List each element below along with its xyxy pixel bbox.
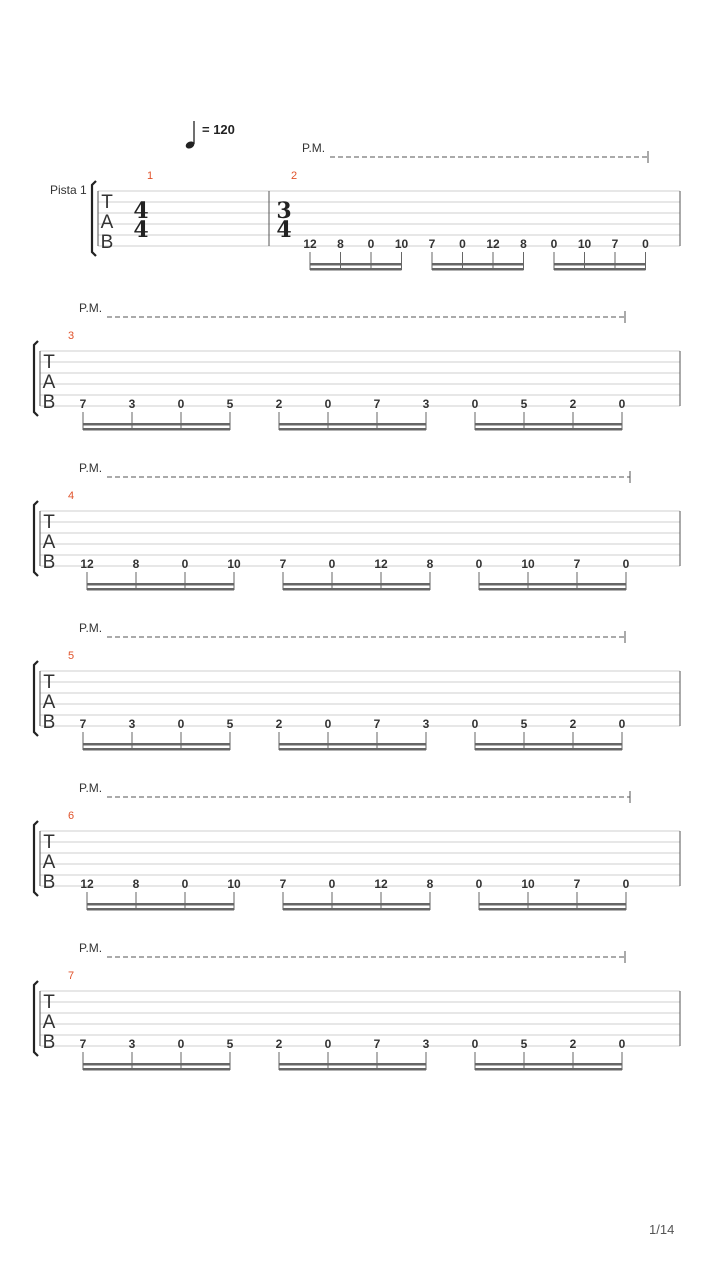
measure-number: 4 — [67, 490, 75, 502]
fret-number: 2 — [569, 717, 577, 731]
time-signature-bottom: 4 — [133, 217, 149, 243]
fret-number: 12 — [80, 877, 94, 891]
tab-clef-letter: T — [101, 192, 113, 213]
beam-primary — [279, 1063, 426, 1066]
fret-number: 0 — [328, 557, 336, 571]
fret-number: 0 — [324, 397, 332, 411]
fret-number: 0 — [459, 237, 466, 251]
fret-number: 8 — [337, 237, 344, 251]
fret-number: 5 — [520, 1037, 528, 1051]
beam-secondary — [432, 268, 524, 271]
beam-secondary — [479, 588, 626, 591]
tempo-marking: = 120 — [202, 122, 235, 137]
fret-number: 10 — [521, 877, 535, 891]
beam-primary — [83, 743, 230, 746]
beam-secondary — [475, 1068, 622, 1071]
fret-number: 8 — [132, 877, 140, 891]
fret-number: 3 — [422, 717, 430, 731]
fret-number: 0 — [181, 557, 189, 571]
tab-clef-letter: B — [42, 392, 56, 413]
beam-secondary — [83, 1068, 230, 1071]
fret-number: 12 — [486, 237, 500, 251]
beam-secondary — [83, 748, 230, 751]
beam-secondary — [87, 908, 234, 911]
beam-secondary — [283, 908, 430, 911]
tab-clef-letter: B — [42, 872, 56, 893]
beam-secondary — [310, 268, 402, 271]
system-bracket — [34, 661, 38, 736]
fret-number: 0 — [177, 717, 185, 731]
beam-secondary — [479, 908, 626, 911]
fret-number: 5 — [226, 397, 234, 411]
measure-number: 6 — [67, 810, 75, 822]
beam-secondary — [279, 1068, 426, 1071]
fret-number: 0 — [177, 397, 185, 411]
beam-secondary — [87, 588, 234, 591]
beam-primary — [283, 903, 430, 906]
tab-clef-letter: B — [42, 712, 56, 733]
beam-primary — [479, 903, 626, 906]
fret-number: 3 — [128, 1037, 136, 1051]
time-signature-bottom: 4 — [276, 217, 292, 243]
tab-clef-letter: A — [42, 852, 56, 873]
fret-number: 5 — [520, 717, 528, 731]
fret-number: 0 — [475, 557, 483, 571]
palm-mute-label: P.M. — [79, 461, 103, 475]
tab-clef-letter: T — [43, 352, 55, 373]
beam-primary — [432, 263, 524, 266]
fret-number: 8 — [426, 877, 434, 891]
fret-number: 10 — [577, 237, 592, 251]
fret-number: 5 — [226, 1037, 234, 1051]
fret-number: 3 — [128, 397, 136, 411]
fret-number: 10 — [394, 237, 409, 251]
measure-number: 7 — [67, 970, 75, 982]
tab-clef-letter: T — [43, 832, 55, 853]
fret-number: 12 — [374, 877, 388, 891]
system-bracket — [34, 501, 38, 576]
track-name: Pista 1 — [50, 183, 87, 197]
tab-clef-letter: T — [43, 512, 55, 533]
fret-number: 7 — [373, 397, 381, 411]
beam-secondary — [279, 748, 426, 751]
fret-number: 0 — [475, 877, 483, 891]
tab-clef-letter: A — [42, 532, 56, 553]
fret-number: 7 — [79, 1037, 87, 1051]
fret-number: 5 — [226, 717, 234, 731]
fret-number: 2 — [569, 1037, 577, 1051]
fret-number: 12 — [303, 237, 317, 251]
beam-primary — [310, 263, 402, 266]
palm-mute-label: P.M. — [79, 301, 103, 315]
palm-mute-label: P.M. — [79, 941, 103, 955]
fret-number: 3 — [128, 717, 136, 731]
fret-number: 0 — [550, 237, 558, 251]
beam-primary — [554, 263, 646, 266]
fret-number: 0 — [471, 717, 479, 731]
fret-number: 0 — [618, 1037, 626, 1051]
system-bracket — [92, 181, 96, 256]
palm-mute-label: P.M. — [302, 141, 326, 155]
beam-primary — [87, 903, 234, 906]
beam-primary — [87, 583, 234, 586]
fret-number: 10 — [227, 877, 241, 891]
beam-secondary — [279, 428, 426, 431]
fret-number: 7 — [573, 877, 581, 891]
fret-number: 5 — [520, 397, 528, 411]
fret-number: 7 — [279, 877, 287, 891]
fret-number: 0 — [328, 877, 336, 891]
measure-number: 5 — [67, 650, 75, 662]
fret-number: 12 — [374, 557, 388, 571]
beam-secondary — [475, 428, 622, 431]
fret-number: 0 — [622, 557, 630, 571]
fret-number: 8 — [132, 557, 140, 571]
fret-number: 7 — [79, 397, 87, 411]
fret-number: 10 — [521, 557, 535, 571]
fret-number: 2 — [569, 397, 577, 411]
beam-secondary — [475, 748, 622, 751]
fret-number: 10 — [227, 557, 241, 571]
system-bracket — [34, 981, 38, 1056]
fret-number: 8 — [426, 557, 434, 571]
fret-number: 0 — [642, 237, 649, 251]
fret-number: 8 — [520, 237, 527, 251]
fret-number: 0 — [622, 877, 630, 891]
beam-primary — [83, 423, 230, 426]
tab-clef-letter: B — [42, 552, 56, 573]
fret-number: 7 — [573, 557, 581, 571]
palm-mute-label: P.M. — [79, 781, 103, 795]
measure-number: 2 — [290, 170, 298, 182]
tab-clef-letter: A — [42, 1012, 56, 1033]
beam-primary — [475, 423, 622, 426]
fret-number: 7 — [428, 237, 436, 251]
fret-number: 0 — [471, 397, 479, 411]
measure-number: 3 — [67, 330, 75, 342]
fret-number: 7 — [611, 237, 619, 251]
beam-secondary — [283, 588, 430, 591]
fret-number: 3 — [422, 397, 430, 411]
fret-number: 7 — [373, 1037, 381, 1051]
system-bracket — [34, 821, 38, 896]
beam-primary — [283, 583, 430, 586]
tab-clef-letter: A — [42, 692, 56, 713]
fret-number: 0 — [177, 1037, 185, 1051]
beam-primary — [83, 1063, 230, 1066]
fret-number: 0 — [181, 877, 189, 891]
tab-clef-letter: T — [43, 992, 55, 1013]
beam-secondary — [83, 428, 230, 431]
beam-primary — [475, 743, 622, 746]
fret-number: 2 — [275, 397, 283, 411]
measure-number: 1 — [146, 170, 154, 182]
fret-number: 7 — [79, 717, 87, 731]
tab-clef-letter: B — [100, 232, 114, 253]
time-signature-top: 3 — [276, 198, 292, 224]
fret-number: 0 — [618, 397, 626, 411]
tab-clef-letter: T — [43, 672, 55, 693]
system-bracket — [34, 341, 38, 416]
palm-mute-label: P.M. — [79, 621, 103, 635]
page-number: 1/14 — [649, 1222, 675, 1237]
fret-number: 0 — [324, 717, 332, 731]
beam-secondary — [554, 268, 646, 271]
tab-clef-letter: A — [100, 212, 114, 233]
fret-number: 0 — [324, 1037, 332, 1051]
fret-number: 2 — [275, 717, 283, 731]
beam-primary — [479, 583, 626, 586]
tab-clef-letter: A — [42, 372, 56, 393]
fret-number: 0 — [367, 237, 375, 251]
tab-clef-letter: B — [42, 1032, 56, 1053]
beam-primary — [279, 743, 426, 746]
fret-number: 7 — [279, 557, 287, 571]
fret-number: 3 — [422, 1037, 430, 1051]
fret-number: 7 — [373, 717, 381, 731]
beam-primary — [279, 423, 426, 426]
fret-number: 0 — [618, 717, 626, 731]
time-signature-top: 4 — [133, 198, 149, 224]
beam-primary — [475, 1063, 622, 1066]
fret-number: 0 — [471, 1037, 479, 1051]
fret-number: 12 — [80, 557, 94, 571]
fret-number: 2 — [275, 1037, 283, 1051]
